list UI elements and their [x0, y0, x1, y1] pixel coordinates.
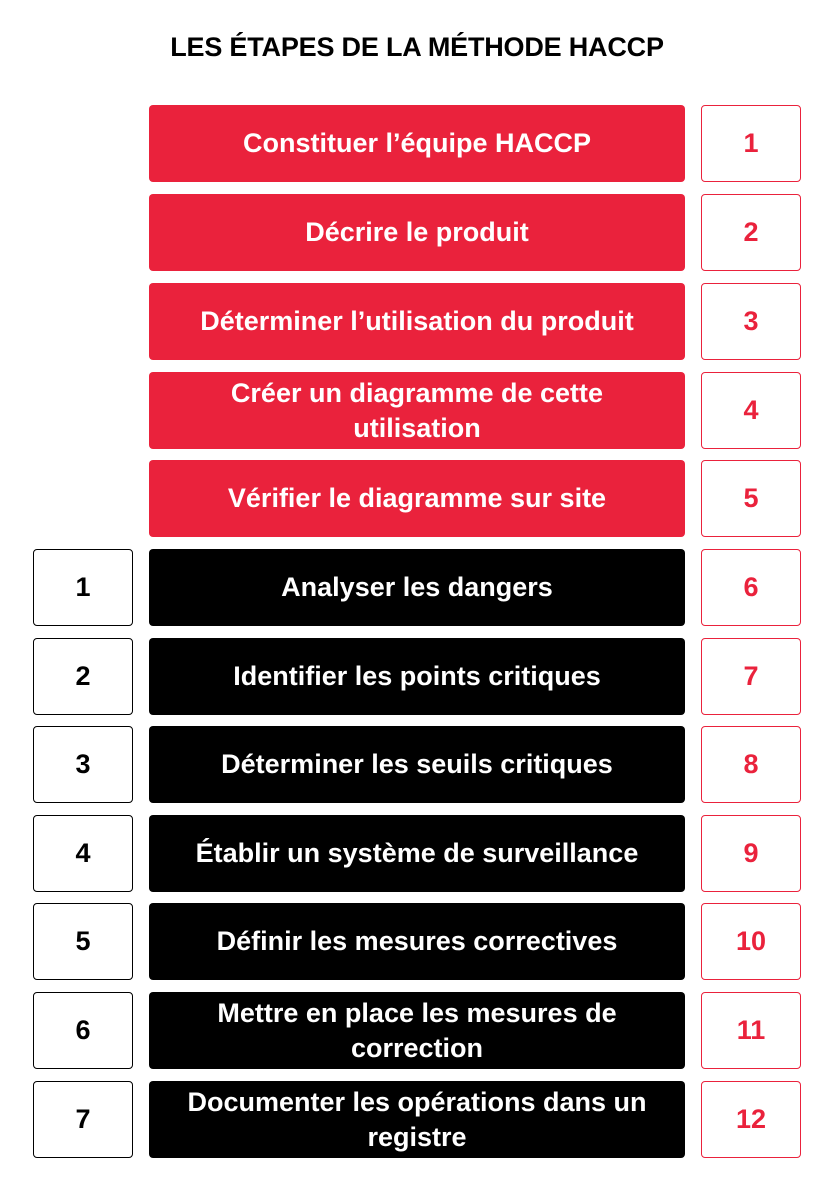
step-row — [0, 283, 834, 360]
step-number: 2 — [701, 194, 801, 271]
step-row — [0, 638, 834, 715]
step-label: Vérifier le diagramme sur site — [149, 460, 685, 537]
step-number: 1 — [701, 105, 801, 182]
step-number: 7 — [701, 638, 801, 715]
principle-number: 6 — [33, 992, 133, 1069]
step-label: Définir les mesures correctives — [149, 903, 685, 980]
step-label: Créer un diagramme de cette utilisation — [149, 372, 685, 449]
step-label: Documenter les opérations dans un registre — [149, 1081, 685, 1158]
step-row — [0, 992, 834, 1069]
step-row — [0, 903, 834, 980]
step-number: 6 — [701, 549, 801, 626]
step-label: Identifier les points critiques — [149, 638, 685, 715]
step-row — [0, 549, 834, 626]
step-label: Déterminer les seuils critiques — [149, 726, 685, 803]
step-label: Établir un système de surveillance — [149, 815, 685, 892]
step-label: Constituer l’équipe HACCP — [149, 105, 685, 182]
step-number: 10 — [701, 903, 801, 980]
step-number: 12 — [701, 1081, 801, 1158]
principle-number: 7 — [33, 1081, 133, 1158]
step-row — [0, 726, 834, 803]
page-title: LES ÉTAPES DE LA MÉTHODE HACCP — [170, 32, 664, 62]
step-label: Analyser les dangers — [149, 549, 685, 626]
step-label: Décrire le produit — [149, 194, 685, 271]
step-row — [0, 372, 834, 449]
step-row — [0, 815, 834, 892]
principle-number: 2 — [33, 638, 133, 715]
step-row — [0, 105, 834, 182]
step-number: 3 — [701, 283, 801, 360]
step-row — [0, 460, 834, 537]
step-number: 9 — [701, 815, 801, 892]
principle-number: 3 — [33, 726, 133, 803]
principle-number: 4 — [33, 815, 133, 892]
principle-number: 5 — [33, 903, 133, 980]
step-number: 11 — [701, 992, 801, 1069]
step-row — [0, 1081, 834, 1158]
step-label: Déterminer l’utilisation du produit — [149, 283, 685, 360]
principle-number: 1 — [33, 549, 133, 626]
step-number: 5 — [701, 460, 801, 537]
step-number: 4 — [701, 372, 801, 449]
step-row — [0, 194, 834, 271]
step-number: 8 — [701, 726, 801, 803]
step-label: Mettre en place les mesures de correction — [149, 992, 685, 1069]
